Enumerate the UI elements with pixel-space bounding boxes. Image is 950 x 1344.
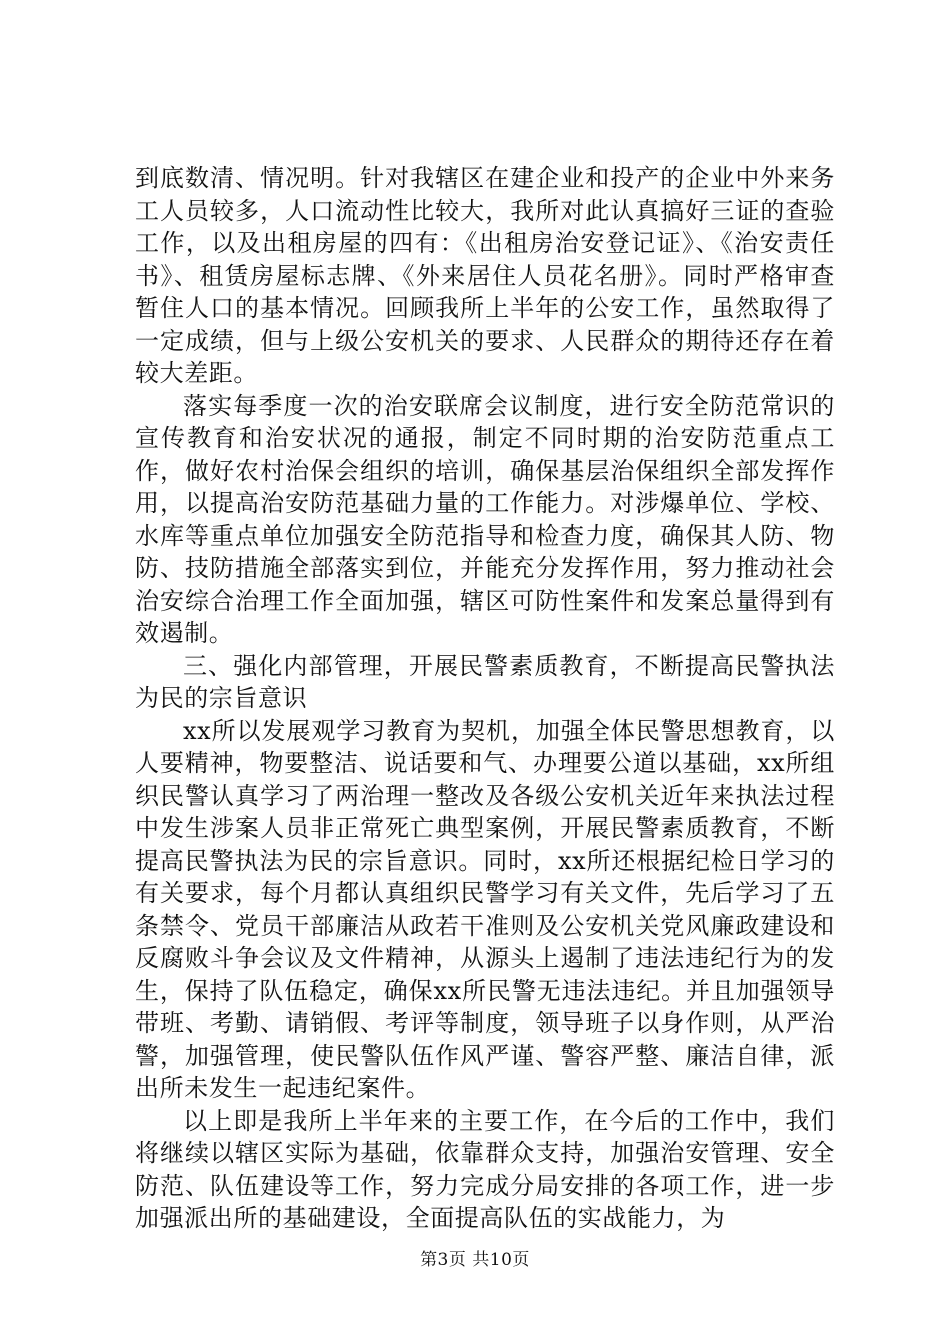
paragraph-1: 到底数清、情况明。针对我辖区在建企业和投产的企业中外来务工人员较多，人口流动性比较大，我所对此认真搞好三证的查验工作，以及出租房屋的四有：《出租房治安登记证》、《治安责任书》、租赁房屋标志牌、《外来居住人员花名册》。同时严格审查暂住人口的基本情况。回顾我所上半年的公安工作，虽然取得了一定成绩，但与上级公安机关的要求、人民群众的期待还存在着较大差距。 xyxy=(135,164,835,387)
page-number-footer: 第3页 共10页 xyxy=(420,1250,530,1270)
paragraph-4: xx所以发展观学习教育为契机，加强全体民警思想教育，以人要精神，物要整洁、说话要和气、办理要公道以基础，xx所组织民警认真学习了两治理一整改及各级公安机关近年来执法过程中发生涉案人员非正常死亡典型案例，开展民警素质教育，不断提高民警执法为民的宗旨意识。同时，xx所还根据纪检日学习的有关要求，每个月都认真组织民警学习有关文件，先后学习了五条禁令、党员干部廉洁从政若干准则及公安机关党风廉政建设和反腐败斗争会议及文件精神，从源头上遏制了违法违纪行为的发生，保持了队伍稳定，确保xx所民警无违法违纪。并且加强领导带班、考勤、请销假、考评等制度，领导班子以身作则，从严治警，加强管理，使民警队伍作风严谨、警容严整、廉洁自律，派出所未发生一起违纪案件。 xyxy=(135,716,835,1102)
section-heading-3: 三、强化内部管理，开展民警素质教育，不断提高民警执法为民的宗旨意识 xyxy=(135,651,835,712)
paragraph-5: 以上即是我所上半年来的主要工作，在今后的工作中，我们将继续以辖区实际为基础，依靠群众支持，加强治安管理、安全防范、队伍建设等工作，努力完成分局安排的各项工作，进一步加强派出所的基础建设，全面提高队伍的实战能力，为 xyxy=(135,1106,835,1232)
paragraph-2: 落实每季度一次的治安联席会议制度，进行安全防范常识的宣传教育和治安状况的通报，制定不同时期的治安防范重点工作，做好农村治保会组织的培训，确保基层治保组织全部发挥作用，以提高治安防范基础力量的工作能力。对涉爆单位、学校、水库等重点单位加强安全防范指导和检查力度，确保其人防、物防、技防措施全部落实到位，并能充分发挥作用，努力推动社会治安综合治理工作全面加强，辖区可防性案件和发案总量得到有效遏制。 xyxy=(135,391,835,647)
document-body xyxy=(135,162,835,1235)
